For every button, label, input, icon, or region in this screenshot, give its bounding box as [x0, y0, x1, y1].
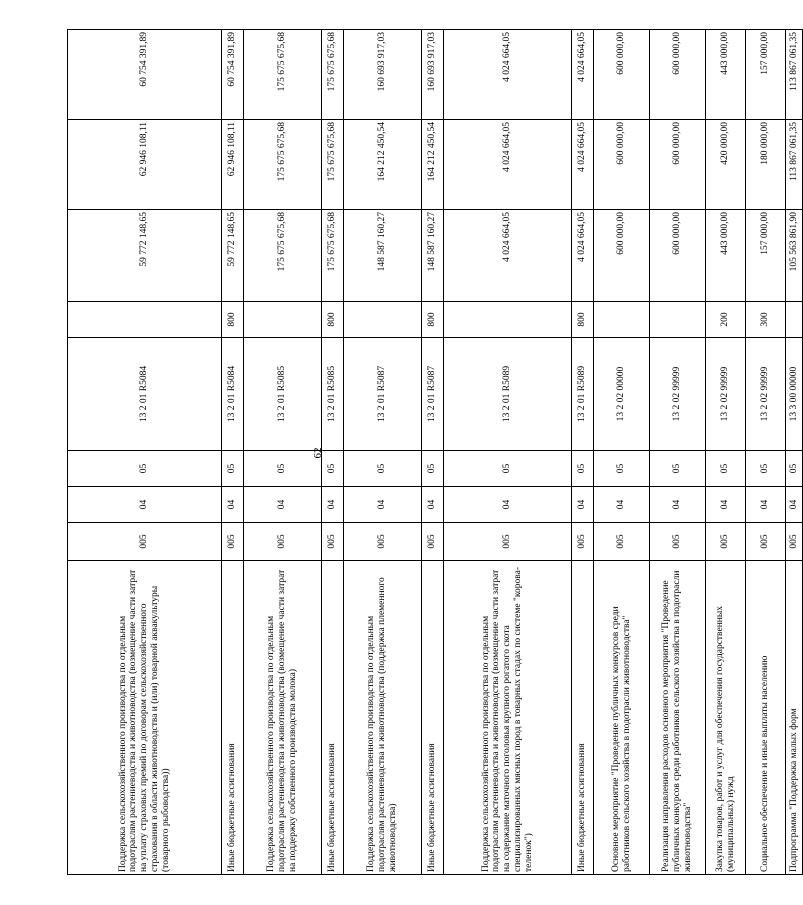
- expense-type-cell: [594, 302, 650, 338]
- row-name-cell: Закупка товаров, работ и услуг для обеспечения государственных (муниципальных) нужд: [706, 561, 746, 875]
- subsection-code-cell: 05: [244, 451, 322, 487]
- amount-year3-cell: 157 000,00: [746, 30, 786, 120]
- table-row: [322, 30, 344, 875]
- row-name-cell: Основное мероприятие "Проведение публичных конкурсов среди работников сельского хозяйства в подотрасли животноводства": [594, 561, 650, 875]
- target-article-cell: 13 2 01 R5084: [222, 338, 244, 451]
- expense-type-cell: 800: [222, 302, 244, 338]
- table-row: [68, 30, 222, 875]
- target-article-cell: 13 2 01 R5087: [344, 338, 422, 451]
- amount-year3-cell: 600 000,00: [650, 30, 706, 120]
- amount-year1-cell: 443 000,00: [706, 210, 746, 302]
- amount-year2-cell: 4 024 664,05: [572, 120, 594, 210]
- row-name-cell: Реализация направления расходов основного мероприятия "Проведение публичных конкурсов среди работников сельского хозяйства в подотрасли животноводства": [650, 561, 706, 875]
- amount-year3-cell: 175 675 675,68: [322, 30, 344, 120]
- budget-table: [67, 29, 803, 875]
- target-article-cell: 13 2 01 R5089: [444, 338, 572, 451]
- amount-year2-cell: 180 000,00: [746, 120, 786, 210]
- amount-year2-cell: 164 212 450,54: [344, 120, 422, 210]
- amount-year1-cell: 148 587 160,27: [422, 210, 444, 302]
- expense-type-cell: [786, 302, 803, 338]
- amount-year1-cell: 600 000,00: [594, 210, 650, 302]
- amount-year3-cell: 175 675 675,68: [244, 30, 322, 120]
- target-article-cell: 13 2 02 00000: [594, 338, 650, 451]
- section-code-cell: 04: [650, 487, 706, 523]
- section-code-cell: 04: [746, 487, 786, 523]
- section-code-cell: 04: [68, 487, 222, 523]
- grbs-code-cell: 005: [444, 523, 572, 561]
- amount-year3-cell: 4 024 664,05: [572, 30, 594, 120]
- expense-type-cell: [444, 302, 572, 338]
- row-name-cell: Иные бюджетные ассигнования: [422, 561, 444, 875]
- subsection-code-cell: 05: [322, 451, 344, 487]
- table-row: [244, 30, 322, 875]
- section-code-cell: 04: [422, 487, 444, 523]
- expense-type-cell: [344, 302, 422, 338]
- amount-year3-cell: 160 693 917,03: [422, 30, 444, 120]
- expense-type-cell: [68, 302, 222, 338]
- section-code-cell: 04: [444, 487, 572, 523]
- subsection-code-cell: 05: [746, 451, 786, 487]
- subsection-code-cell: 05: [444, 451, 572, 487]
- page-number: 62: [312, 447, 324, 459]
- target-article-cell: 13 2 01 R5089: [572, 338, 594, 451]
- grbs-code-cell: 005: [422, 523, 444, 561]
- table-row: [746, 30, 786, 875]
- amount-year3-cell: 443 000,00: [706, 30, 746, 120]
- amount-year1-cell: 175 675 675,68: [322, 210, 344, 302]
- expense-type-cell: 200: [706, 302, 746, 338]
- row-name-cell: Иные бюджетные ассигнования: [572, 561, 594, 875]
- amount-year1-cell: 148 587 160,27: [344, 210, 422, 302]
- subsection-code-cell: 05: [594, 451, 650, 487]
- amount-year2-cell: 175 675 675,68: [244, 120, 322, 210]
- section-code-cell: 04: [572, 487, 594, 523]
- amount-year2-cell: 4 024 664,05: [444, 120, 572, 210]
- expense-type-cell: 800: [322, 302, 344, 338]
- amount-year3-cell: 4 024 664,05: [444, 30, 572, 120]
- subsection-code-cell: 05: [786, 451, 803, 487]
- section-code-cell: 04: [594, 487, 650, 523]
- amount-year2-cell: 420 000,00: [706, 120, 746, 210]
- grbs-code-cell: 005: [68, 523, 222, 561]
- amount-year3-cell: 113 867 061,35: [786, 30, 803, 120]
- row-name-cell: Иные бюджетные ассигнования: [322, 561, 344, 875]
- subsection-code-cell: 05: [222, 451, 244, 487]
- amount-year2-cell: 600 000,00: [650, 120, 706, 210]
- amount-year1-cell: 59 772 148,65: [68, 210, 222, 302]
- section-code-cell: 04: [344, 487, 422, 523]
- table-row: [706, 30, 746, 875]
- grbs-code-cell: 005: [322, 523, 344, 561]
- expense-type-cell: [244, 302, 322, 338]
- section-code-cell: 04: [322, 487, 344, 523]
- table-row: [572, 30, 594, 875]
- table-row: [786, 30, 803, 875]
- section-code-cell: 04: [222, 487, 244, 523]
- expense-type-cell: 300: [746, 302, 786, 338]
- target-article-cell: 13 2 02 99999: [650, 338, 706, 451]
- amount-year2-cell: 113 867 061,35: [786, 120, 803, 210]
- expense-type-cell: 800: [422, 302, 444, 338]
- amount-year1-cell: 4 024 664,05: [572, 210, 594, 302]
- amount-year2-cell: 62 946 108,11: [222, 120, 244, 210]
- table-body: [68, 30, 803, 875]
- table-row: [344, 30, 422, 875]
- grbs-code-cell: 005: [594, 523, 650, 561]
- grbs-code-cell: 005: [344, 523, 422, 561]
- table-row: [444, 30, 572, 875]
- amount-year2-cell: 600 000,00: [594, 120, 650, 210]
- target-article-cell: 13 2 02 99999: [746, 338, 786, 451]
- amount-year3-cell: 160 693 917,03: [344, 30, 422, 120]
- grbs-code-cell: 005: [572, 523, 594, 561]
- row-name-cell: Поддержка сельскохозяйственного производства по отдельным подотраслям растениеводства и животноводства (возмещение части затрат на уплату страховых премий по договорам сельскохозяйственного страхования в области животноводства и (или) товарной аквакультуры (товарного рыбоводства)): [68, 561, 222, 875]
- row-name-cell: Иные бюджетные ассигнования: [222, 561, 244, 875]
- subsection-code-cell: 05: [706, 451, 746, 487]
- row-name-cell: Поддержка сельскохозяйственного производства по отдельным подотраслям растениеводства и животноводства (поддержка племенного животноводства): [344, 561, 422, 875]
- grbs-code-cell: 005: [650, 523, 706, 561]
- target-article-cell: 13 2 01 R5085: [322, 338, 344, 451]
- amount-year2-cell: 164 212 450,54: [422, 120, 444, 210]
- target-article-cell: 13 2 01 R5084: [68, 338, 222, 451]
- grbs-code-cell: 005: [786, 523, 803, 561]
- subsection-code-cell: 05: [650, 451, 706, 487]
- row-name-cell: Социальное обеспечение и иные выплаты населению: [746, 561, 786, 875]
- section-code-cell: 04: [706, 487, 746, 523]
- row-name-cell: Подпрограмма "Поддержка малых форм: [786, 561, 803, 875]
- target-article-cell: 13 2 01 R5085: [244, 338, 322, 451]
- budget-table-container: [67, 30, 799, 875]
- amount-year1-cell: 175 675 675,68: [244, 210, 322, 302]
- section-code-cell: 04: [786, 487, 803, 523]
- amount-year3-cell: 600 000,00: [594, 30, 650, 120]
- table-row: [222, 30, 244, 875]
- table-row: [594, 30, 650, 875]
- amount-year3-cell: 60 754 391,89: [68, 30, 222, 120]
- row-name-cell: Поддержка сельскохозяйственного производства по отдельным подотраслям растениеводства и животноводства (возмещение части затрат на содержание маточного поголовья крупного рогатого скота специализированных мясных пород в товарных стадах по системе "корова-теленок"): [444, 561, 572, 875]
- subsection-code-cell: 05: [68, 451, 222, 487]
- expense-type-cell: 800: [572, 302, 594, 338]
- subsection-code-cell: 05: [422, 451, 444, 487]
- amount-year3-cell: 60 754 391,89: [222, 30, 244, 120]
- target-article-cell: 13 3 00 00000: [786, 338, 803, 451]
- section-code-cell: 04: [244, 487, 322, 523]
- row-name-cell: Поддержка сельскохозяйственного производства по отдельным подотраслям растениеводства и животноводства (возмещение части затрат на поддержку собственного производства молока): [244, 561, 322, 875]
- amount-year2-cell: 175 675 675,68: [322, 120, 344, 210]
- amount-year1-cell: 4 024 664,05: [444, 210, 572, 302]
- table-row: [422, 30, 444, 875]
- expense-type-cell: [650, 302, 706, 338]
- subsection-code-cell: 05: [344, 451, 422, 487]
- grbs-code-cell: 005: [222, 523, 244, 561]
- amount-year1-cell: 157 000,00: [746, 210, 786, 302]
- amount-year1-cell: 59 772 148,65: [222, 210, 244, 302]
- amount-year1-cell: 105 563 861,90: [786, 210, 803, 302]
- grbs-code-cell: 005: [244, 523, 322, 561]
- grbs-code-cell: 005: [706, 523, 746, 561]
- grbs-code-cell: 005: [746, 523, 786, 561]
- target-article-cell: 13 2 01 R5087: [422, 338, 444, 451]
- amount-year2-cell: 62 946 108,11: [68, 120, 222, 210]
- subsection-code-cell: 05: [572, 451, 594, 487]
- target-article-cell: 13 2 02 99999: [706, 338, 746, 451]
- amount-year1-cell: 600 000,00: [650, 210, 706, 302]
- table-row: [650, 30, 706, 875]
